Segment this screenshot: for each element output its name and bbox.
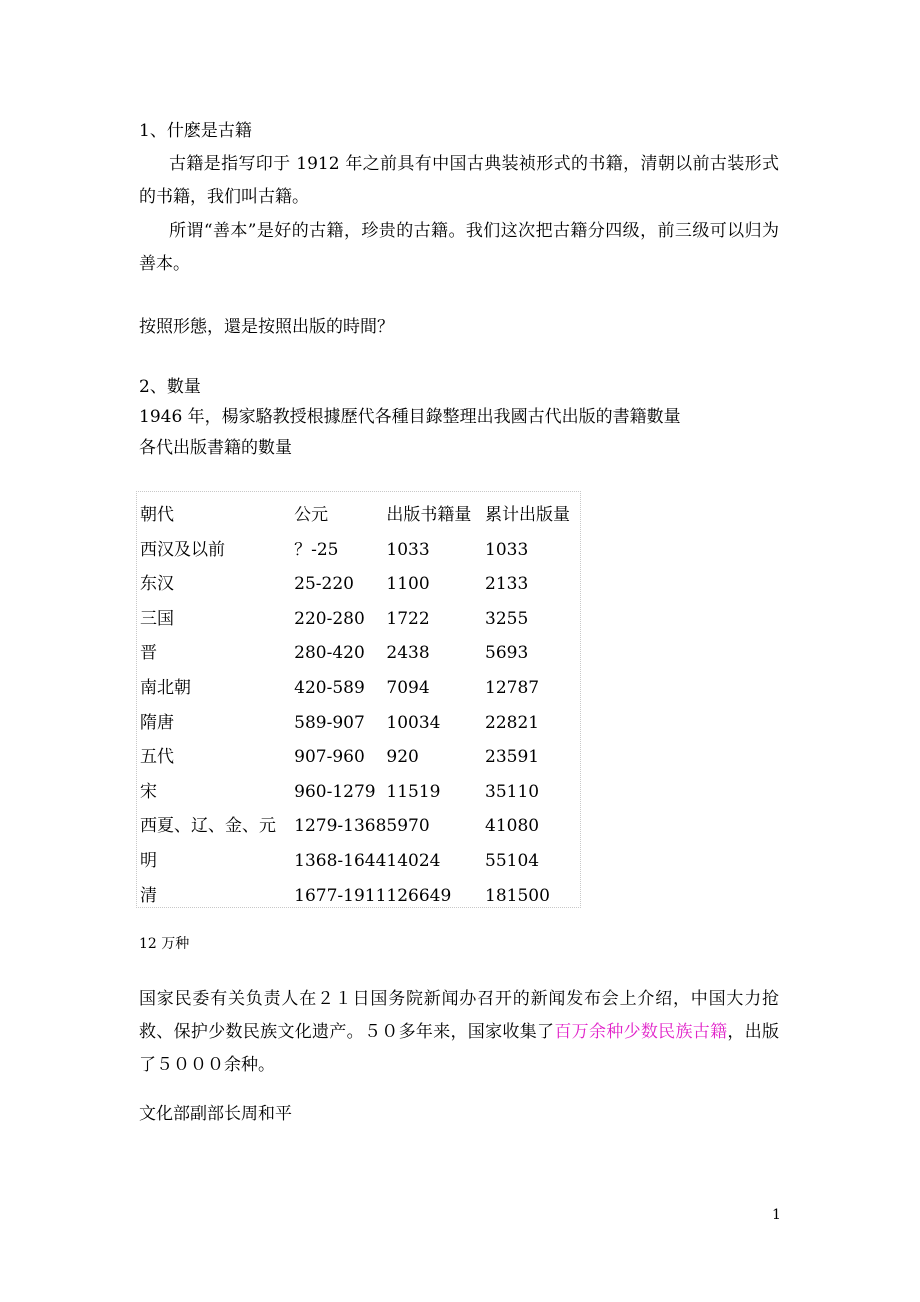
cell-cumulative: 181500 — [485, 885, 550, 906]
table-row — [140, 740, 580, 775]
cell-era: 280-420 — [294, 643, 365, 664]
minority-text-before: 国家民委有关负责人在２１日国务院新闻办召开的新闻发布会上介绍，中国大力抢救、保护少数民族文化遗产。５０多年来，国家收集了 — [139, 989, 779, 1042]
quantity-caption: 各代出版書籍的數量 — [139, 438, 292, 458]
cell-cumulative: 3255 — [485, 608, 529, 629]
header-era: 公元 — [294, 505, 329, 525]
cell-dynasty: 明 — [140, 850, 157, 871]
cell-dynasty: 晋 — [140, 643, 157, 664]
cell-books-published: 1722 — [386, 608, 430, 629]
cell-cumulative: 2133 — [485, 574, 529, 595]
cell-dynasty: 五代 — [140, 747, 174, 768]
table-row — [140, 567, 580, 602]
cell-era: 1677-1911 — [294, 885, 387, 906]
table-row — [140, 775, 580, 810]
table-row — [140, 706, 580, 741]
header-dynasty: 朝代 — [140, 505, 174, 525]
table-row — [140, 844, 580, 879]
highlighted-link-text[interactable]: 百万余种少数民族古籍 — [554, 1022, 728, 1042]
table-header-row — [140, 498, 580, 533]
cell-cumulative: 23591 — [485, 747, 540, 768]
cell-books-published: 14024 — [386, 850, 441, 871]
cell-books-published: 920 — [386, 747, 419, 768]
cell-cumulative: 12787 — [485, 677, 540, 698]
table-row — [140, 636, 580, 671]
cell-cumulative: 22821 — [485, 712, 540, 733]
cell-cumulative: 5693 — [485, 643, 529, 664]
paragraph-shanben: 所谓“善本”是好的古籍，珍贵的古籍。我们这次把古籍分四级，前三级可以归为善本。 — [139, 221, 779, 274]
note-120k: 12 万种 — [139, 936, 190, 952]
header-books-published: 出版书籍量 — [386, 505, 472, 525]
dynasty-books-table — [136, 491, 581, 908]
cell-cumulative: 35110 — [485, 781, 540, 802]
cell-cumulative: 1033 — [485, 539, 529, 560]
table-row — [140, 602, 580, 637]
cell-books-published: 5970 — [386, 816, 430, 837]
cell-books-published: 10034 — [386, 712, 441, 733]
page-number: 1 — [772, 1207, 781, 1223]
quantity-intro-line: 1946 年，楊家駱教授根據歷代各種目錄整理出我國古代出版的書籍數量 — [139, 407, 681, 427]
cell-era: ？-25 — [294, 539, 339, 560]
heading-what-is-guji: 1、什麽是古籍 — [139, 121, 252, 141]
official-name-line: 文化部副部长周和平 — [139, 1104, 292, 1124]
table-row — [140, 671, 580, 706]
header-cumulative: 累计出版量 — [485, 505, 570, 525]
cell-books-published: 2438 — [386, 643, 430, 664]
cell-books-published: 1100 — [386, 574, 430, 595]
cell-books-published: 126649 — [386, 885, 452, 906]
cell-cumulative: 41080 — [485, 816, 540, 837]
cell-cumulative: 55104 — [485, 850, 540, 871]
cell-era: 589-907 — [294, 712, 365, 733]
cell-dynasty: 隋唐 — [140, 712, 174, 733]
cell-era: 25-220 — [294, 574, 354, 595]
cell-books-published: 11519 — [386, 781, 441, 802]
cell-books-published: 7094 — [386, 677, 430, 698]
cell-era: 420-589 — [294, 677, 365, 698]
paragraph-definition: 古籍是指写印于 1912 年之前具有中国古典装祯形式的书籍，清朝以前古装形式的书籍，我们叫古籍。 — [139, 154, 779, 207]
cell-books-published: 1033 — [386, 539, 430, 560]
table-row — [140, 809, 580, 844]
cell-era: 220-280 — [294, 608, 365, 629]
cell-era: 1279-1368 — [294, 816, 387, 837]
cell-era: 1368-1644 — [294, 850, 387, 871]
cell-dynasty: 南北朝 — [140, 677, 191, 698]
heading-quantity: 2、數量 — [139, 377, 201, 397]
question-line: 按照形態，還是按照出版的時間？ — [139, 317, 394, 337]
minority-text-after: ，出版了５０００余种。 — [139, 1022, 780, 1075]
table-row — [140, 879, 580, 914]
table-row — [140, 533, 580, 568]
cell-dynasty: 西夏、辽、金、元 — [140, 816, 276, 837]
cell-dynasty: 西汉及以前 — [140, 539, 225, 560]
cell-dynasty: 宋 — [140, 781, 157, 802]
paragraph-minority-guji — [139, 983, 779, 1082]
cell-era: 960-1279 — [294, 781, 376, 802]
cell-era: 907-960 — [294, 747, 365, 768]
cell-dynasty: 东汉 — [140, 574, 174, 595]
cell-dynasty: 三国 — [140, 608, 174, 629]
cell-dynasty: 清 — [140, 885, 157, 906]
